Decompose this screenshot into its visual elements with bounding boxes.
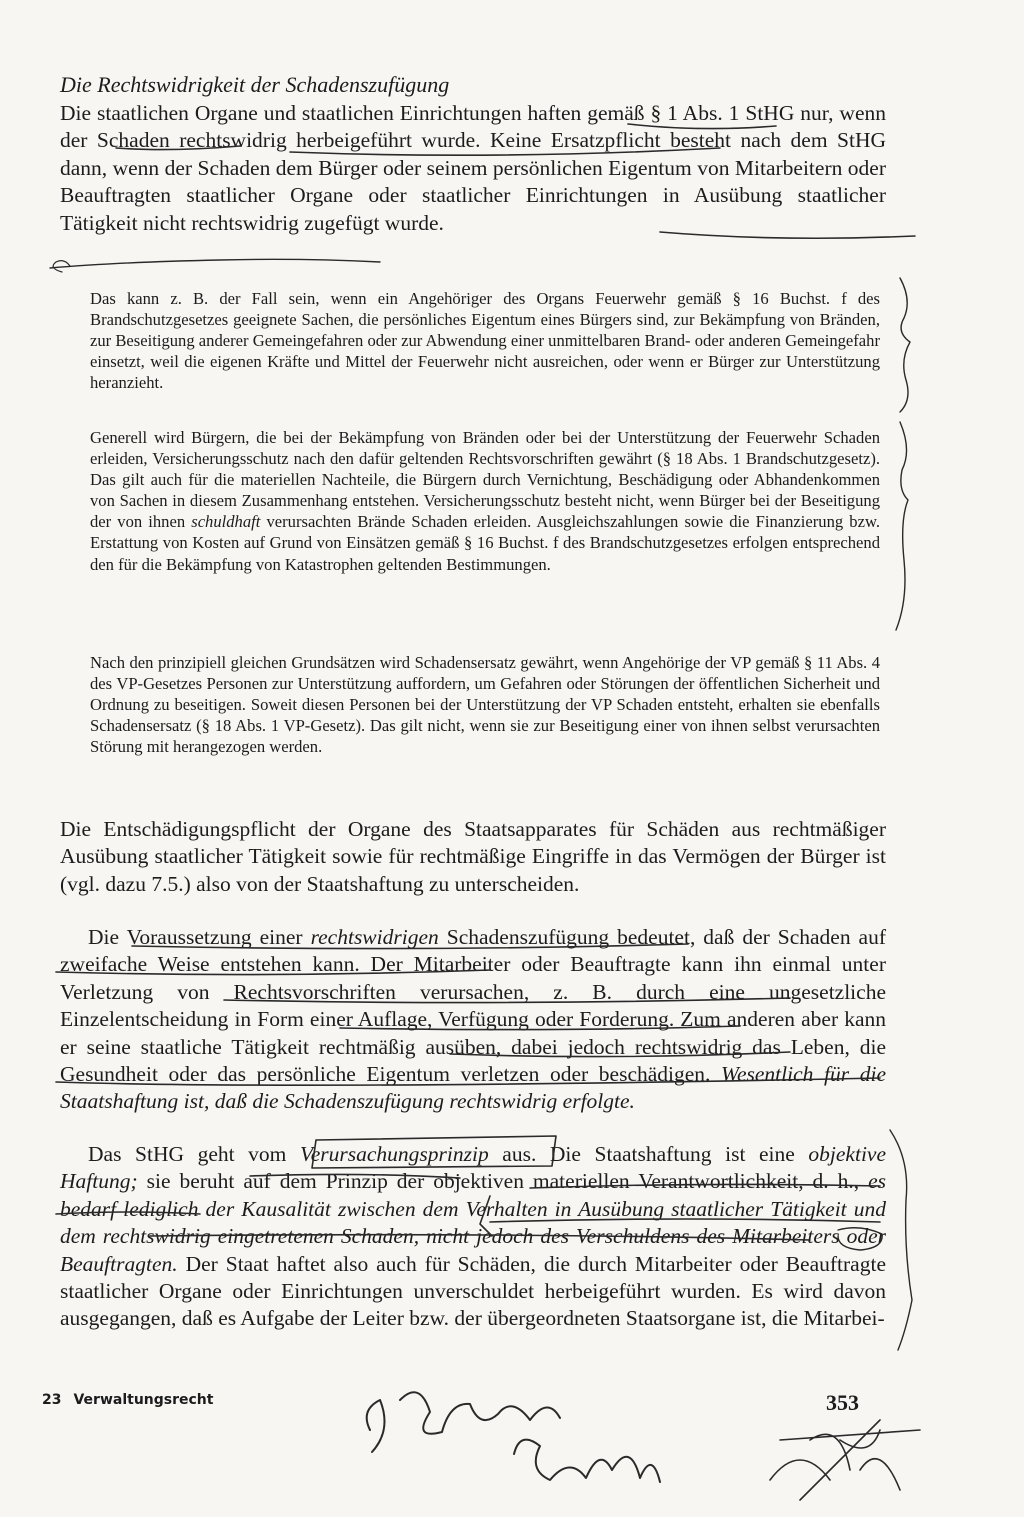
small-paragraph-vp: Nach den prinzipiell gleichen Grundsätzen wird Schadensersatz gewährt, wenn Angehörige der VP gemäß § 11 Abs. 4 des VP-Gesetzes Personen zur Unterstützung auffordern, um Gefahren oder Störungen der öffentlichen Sicherheit und Ordnung zu beseitigen. Soweit diesen Personen bei der Unterstützung der VP Schaden entsteht, erhalten sie ebenfalls Schadensersatz (§ 18 Abs. 1 VP-Gesetz). Das gilt nicht, wenn sie zur Beseitigung einer von ihnen selbst verursachten Störung mit herangezogen werden. [90,653,880,757]
signature-two [514,1440,660,1482]
page-footer [42,1392,225,1408]
paragraph-unlawful-damage [60,924,886,1116]
paragraph-causation [60,1141,886,1333]
text-run: aus. Die Staatshaftung ist eine [488,1142,809,1166]
footer-section-title: Verwaltungsrecht [73,1392,214,1408]
curl-mark [53,261,70,272]
scribble-right [770,1420,920,1500]
underline-zugefuegt [50,259,380,268]
emphasis: rechtswidrigen [310,925,439,949]
text-run: verursachten Brände Schaden erleiden. Ausgleichszahlungen sowie die Finanzierung bzw. Erstattung von Kosten auf Grund von Einsätzen gemäß § 16 Buchst. f des Brandschutzgesetzes erfolgen entsprechend den für die Bekämpfung von Katastrophen geltenden Bestimmungen. [90,512,880,574]
signature-number: 23 [42,1392,62,1408]
text-run: Schadenszufügung bedeutet, daß der Schaden auf zweifache Weise entstehen kann. Der Mitarbeiter oder Beauftragte kann ihn einmal unter Verletzung von Rechtsvorschriften verursachen, z. B. durch eine ungesetzliche Einzelentscheidung in Form einer Auflage, Verfügung oder Forderung. Zum anderen aber kann er seine staatliche Tätigkeit rechtmäßig ausüben, dabei jedoch rechtswidrig das Leben, die Gesundheit oder das persönliche Eigentum verletzen oder beschädigen. [60,925,887,1087]
paragraph-compensation: Die Entschädigungspflicht der Organe des Staatsapparates für Schäden aus rechtmäßiger Ausübung staatlicher Tätigkeit sowie für rechtmäßige Eingriffe in das Vermögen der Bürger ist (vgl. dazu 7.5.) also von der Staatshaftung zu unterscheiden. [60,817,886,896]
small-paragraph-insurance [90,427,880,575]
emphasis: es bedarf lediglich der Kausalität zwischen dem Verhalten in Ausübung staatlicher Tätigkeit und dem rechtswidrig eingetretenen Schaden, nicht jedoch des Verschuldens des Mitarbeiters oder Beauftragten. [60,1169,886,1276]
emphasis: Verursachungsprinzip [299,1142,489,1166]
margin-brace-1 [900,278,910,412]
text-run: Der Staat haftet also auch für Schäden, die durch Mitarbeiter oder Beauftragte staatlicher Organe oder Einrichtungen unverschuldet herbeigeführt wurden. Es wird davon ausgegangen, daß es Aufgabe der Leiter bzw. der übergeordneten Staatsorgane ist, die Mitarbei- [60,1251,886,1331]
text-run: Generell wird Bürgern, die bei der Bekämpfung von Bränden oder bei der Unterstützung der Feuerwehr Schaden erleiden, Versicherungsschutz nach den dafür geltenden Rechtsvorschriften gewährt (§ 18 Abs. 1 Brandschutzgesetz). Das gilt auch für die materiellen Nachteile, die Bürgern durch Vernichtung, Beschädigung oder Abhandenkommen von Sachen in diesem Zusammenhang entstehen. Versicherungsschutz besteht nicht, wenn Bürger bei der Beseitigung der von ihnen [90,428,880,532]
page-number: 353 [826,1390,859,1415]
signature-one [367,1392,560,1452]
margin-brace-2 [896,422,908,630]
emphasis: objektive Haftung; [60,1142,886,1194]
emphasis: Wesentlich für die Staatshaftung ist, daß die Schadenszufügung rechtswidrig erfolgte. [60,1062,886,1114]
text-run: Die Voraussetzung einer [88,925,311,949]
margin-bracket-right [890,1130,912,1350]
section-heading: Die Rechtswidrigkeit der Schadenszufügung [60,72,450,97]
small-paragraph-fire-brigade: Das kann z. B. der Fall sein, wenn ein Angehöriger des Organs Feuerwehr gemäß § 16 Buchst. f des Brandschutzgesetzes geeignete Sachen, die persönliches Eigentum eines Bürgers sind, zur Bekämpfung von Bränden, zur Beseitigung anderer Gemeingefahren oder zur Abwendung einer unmittelbaren Brand- oder anderen Gemeingefahr einsetzt, weil die eigenen Kräfte und Mittel der Feuerwehr nicht ausreichen, oder wenn er Bürger zur Unterstützung heranzieht. [90,289,880,393]
text-run: sie beruht auf dem Prinzip der objektiven materiellen Verantwortlichkeit, d. h., [137,1169,869,1194]
emphasis: schuldhaft [191,512,261,532]
text-run: Das StHG geht vom [88,1142,300,1166]
paragraph-liability: Die staatlichen Organe und staatlichen Einrichtungen haften gemäß § 1 Abs. 1 StHG nur, wenn der Schaden rechtswidrig herbeigeführt wurde. Keine Ersatzpflicht besteht nach dem StHG dann, wenn der Schaden dem Bürger oder seinem persönlichen Eigentum von Mitarbeitern oder Beauftragten staatlicher Organe oder staatlicher Einrichtungen in Ausübung staatlicher Tätigkeit nicht rechtswidrig zugefügt wurde. [60,101,886,235]
